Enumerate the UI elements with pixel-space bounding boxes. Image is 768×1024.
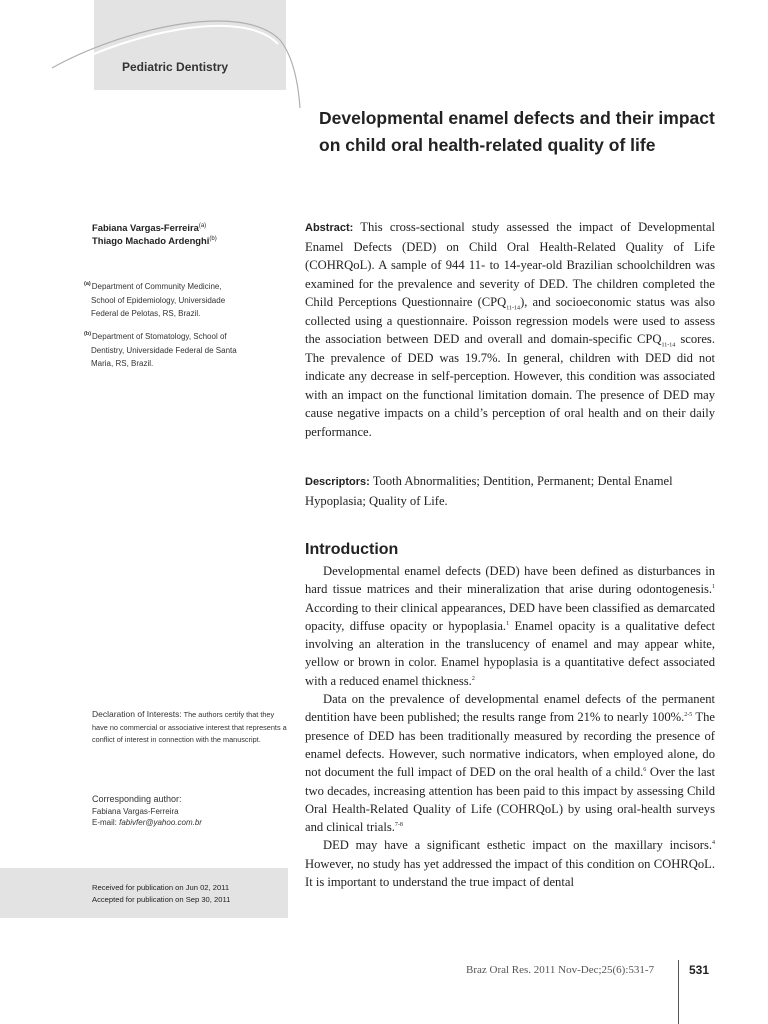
introduction-body bbox=[305, 562, 715, 891]
declaration-of-interests: Declaration of Interests: The authors certify that they have no commercial or associative interest that represents a conflict of interest in connection with the manuscript. bbox=[92, 709, 287, 744]
author: Fabiana Vargas-Ferreira$^{(a)}$ bbox=[92, 222, 207, 233]
journal-citation: Braz Oral Res. 2011 Nov-Dec;25(6):531-7 bbox=[466, 964, 655, 976]
section-label: Pediatric Dentistry bbox=[122, 60, 229, 74]
email-link[interactable]: fabivfer@yahoo.com.br bbox=[119, 818, 202, 827]
abstract: Abstract: This cross-sectional study assessed the impact of Developmental Enamel Defects (DED) on Child Oral Health-Related Quality of Life (COHRQoL). A sample of 944 11- to 14-year-old Brazilian schoolchildren was examined for the prevalence and severity of DED. The children completed the Child Perceptions Questionnaire $(CPQ_{11-14})$, and socioeconomic status was also collected using a questionnaire. Poisson regression models were used to assess the association between DED and overall and domain-specific $CPQ_{11-14}$ scores. The prevalence of DED was 19.7%. In general, children with DED did not indicate any decrease in self-perception. However, this condition was associated with an impact on the functional limitation domain. The presence of DED may cause negative impacts on a child’s perception of oral health and on their daily performance. bbox=[305, 220, 715, 439]
paragraph: Data on the prevalence of developmental enamel defects of the permanent dentition have been published; the results range from 21% to nearly 100%.$^{2-5}$ The presence of DED has been traditionally measured by recording the presence of enamel defects. However, such normative indicators, when employed alone, do not document the full impact of DED on the oral health of a child.$^6$ Over the last two decades, increasing attention has been paid to this impact by assessing Child Oral Health-Related Quality of Life (COHRQoL) by using oral-health surveys and clinical trials.$^{7-8}$ bbox=[305, 692, 715, 835]
paragraph: Developmental enamel defects (DED) have been defined as disturbances in hard tissue matrices and their mineralization that arise during odontogenesis.$^1$ According to their clinical appearances, DED have been classified as demarcated opacity, diffuse opacity or hypoplasia.$^1$ Enamel opacity is a qualitative defect involving an alteration in the translucency of enamel and may appear white, yellow or brown in color. Enamel hypoplasia is a quantitative defect associated with a reduced enamel thickness.$^2$ bbox=[305, 564, 715, 688]
affiliation-b: $^{(b)}$Department of Stomatology, School of Dentistry, Universidade Federal de Santa Maria, RS, Brazil. bbox=[84, 331, 237, 368]
section-heading-introduction: Introduction bbox=[305, 541, 399, 558]
paragraph: DED may have a significant esthetic impact on the maxillary incisors.$^4$ However, no study has yet addressed the impact of this condition on COHRQoL. It is important to understand the true impact of dental bbox=[305, 838, 715, 890]
corresponding-author: Corresponding author: Fabiana Vargas-Ferreira E-mail: fabivfer@yahoo.com.br bbox=[92, 794, 202, 827]
publication-dates: Received for publication on Jun 02, 2011 Accepted for publication on Sep 30, 2011 bbox=[92, 883, 231, 904]
author: Thiago Machado Ardenghi$^{(b)}$ bbox=[92, 235, 217, 246]
header-swoosh-decoration bbox=[0, 0, 320, 110]
author-list bbox=[92, 221, 292, 247]
page-number: 531 bbox=[689, 963, 710, 977]
descriptors: Descriptors: Tooth Abnormalities; Dentition, Permanent; Dental Enamel Hypoplasia; Quality of Life. bbox=[305, 474, 673, 508]
affiliation-a: $^{(a)}$Department of Community Medicine, School of Epidemiology, Universidade Federal de Pelotas, RS, Brazil. bbox=[84, 281, 226, 318]
footer-divider bbox=[678, 960, 679, 1024]
article-title: Developmental enamel defects and their impact on child oral health-related quality of life bbox=[319, 108, 715, 155]
